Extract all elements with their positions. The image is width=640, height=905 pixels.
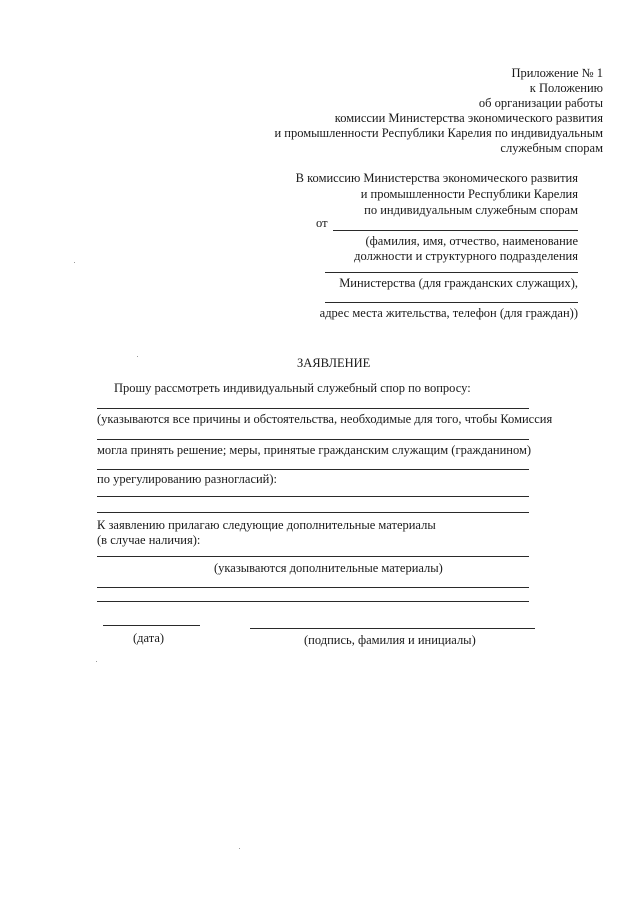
appendix-line-3: об организации работы [478,96,603,110]
scan-speck [137,356,138,357]
signature-line[interactable] [250,628,535,629]
issue-line-3[interactable] [97,469,529,470]
date-label: (дата) [133,631,165,645]
attachments-hint: (указываются дополнительные материалы) [214,561,443,575]
issue-line-1[interactable] [97,408,529,409]
appendix-line-6: служебным спорам [500,141,603,155]
address-line[interactable] [325,302,578,303]
document-title: ЗАЯВЛЕНИЕ [297,356,371,370]
issue-line-5[interactable] [97,512,529,513]
addressee-line-3: по индивидуальным служебным спорам [364,203,578,217]
attachments-line-1[interactable] [97,556,529,557]
addressee-line-2: и промышленности Республики Карелия [360,187,578,201]
signature-label: (подпись, фамилия и инициалы) [304,633,476,647]
scan-speck [74,262,75,263]
issue-note-1: (указываются все причины и обстоятельства, необходимые для того, чтобы Комиссия [97,412,553,426]
from-name-line[interactable] [333,230,578,231]
appendix-number: Приложение № 1 [511,66,603,80]
issue-line-2[interactable] [97,439,529,440]
addressee-hint-1: (фамилия, имя, отчество, наименование [365,234,578,248]
issue-note-3: по урегулированию разногласий): [97,472,278,486]
attachments-line-3[interactable] [97,601,529,602]
addressee-hint-2: должности и структурного подразделения [354,249,578,263]
attachments-text-2: (в случае наличия): [97,533,201,547]
attachments-line-2[interactable] [97,587,529,588]
appendix-line-4: комиссии Министерства экономического развития [334,111,603,125]
issue-line-4[interactable] [97,496,529,497]
department-line[interactable] [325,272,578,273]
scan-speck [239,848,240,849]
from-label: от [316,216,328,230]
addressee-hint-4: адрес места жительства, телефон (для граждан)) [319,306,578,320]
request-text: Прошу рассмотреть индивидуальный служебный спор по вопросу: [114,381,471,395]
date-line[interactable] [103,625,200,626]
appendix-line-2: к Положению [529,81,603,95]
scan-speck [96,661,97,662]
attachments-text-1: К заявлению прилагаю следующие дополнительные материалы [97,518,436,532]
addressee-hint-3: Министерства (для гражданских служащих), [339,276,578,290]
issue-note-2: могла принять решение; меры, принятые гражданским служащим (гражданином) [97,443,532,457]
addressee-line-1: В комиссию Министерства экономического развития [295,171,578,185]
appendix-line-5: и промышленности Республики Карелия по индивидуальным [274,126,603,140]
